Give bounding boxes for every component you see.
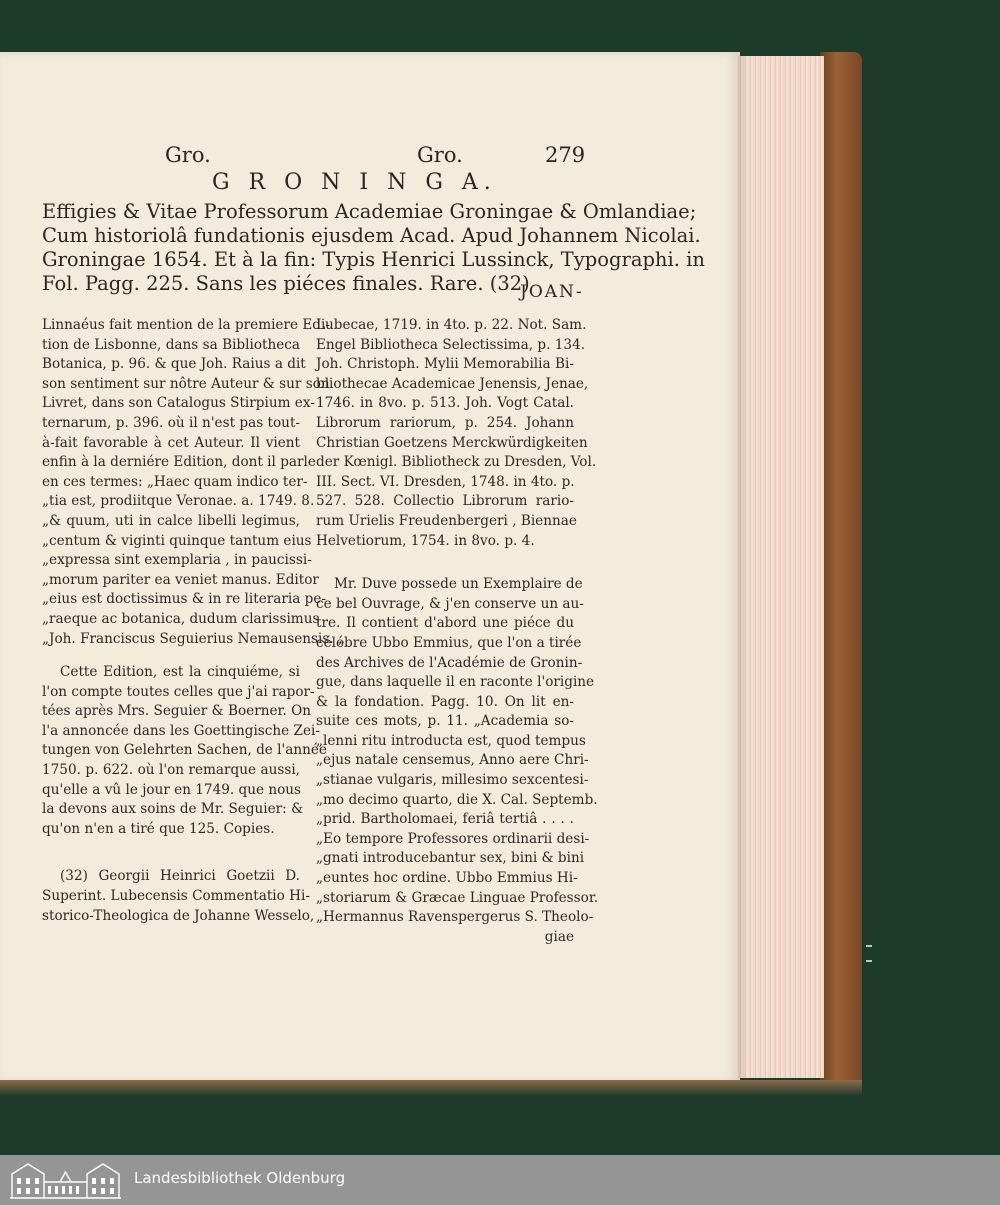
text-line: „storiarum & Græcae Linguae Professor.: [316, 889, 599, 906]
text-line: qu'elle a vû le jour en 1749. que nous: [42, 781, 302, 798]
text-line: „morum pariter ea veniet manus. Editor: [42, 571, 319, 588]
page-edge-shadow: [738, 56, 748, 1078]
text-line: tre. Il contient d'abord une piéce du: [316, 615, 574, 632]
text-line: „expressa sint exemplaria , in paucissi-: [42, 552, 312, 569]
text-line: „tia est, prodiitque Veronae. a. 1749. 8.: [42, 493, 315, 510]
text-line: „Eo tempore Professores ordinarii desi-: [316, 830, 590, 847]
text-line: „raeque ac botanica, dudum clarissimus: [42, 610, 320, 627]
footnote-line: Superint. Lubecensis Commentatio Hi-: [42, 888, 310, 905]
page-number: 279: [545, 143, 586, 167]
entry-line: Fol. Pagg. 225. Sans les piéces finales. Rare. (32): [42, 272, 530, 295]
text-line: l'a annoncée dans les Goettingische Zei-: [42, 722, 320, 739]
text-line: la devons aux soins de Mr. Seguier: &: [42, 801, 304, 818]
running-head-left: Gro.: [165, 143, 211, 167]
text-line: Livret, dans son Catalogus Stirpium ex-: [42, 395, 315, 412]
text-line: 527. 528. Collectio Librorum rario-: [316, 493, 574, 510]
entry-line: Effigies & Vitae Professorum Academiae Groningae & Omlandiae;: [42, 200, 697, 223]
text-line: „prid. Bartholomaei, feriâ tertiâ . . . .: [316, 811, 574, 828]
text-line: ternarum, p. 396. où il n'est pas tout-: [42, 414, 300, 431]
text-line: der Kœnigl. Bibliotheck zu Dresden, Vol.: [316, 454, 597, 471]
text-line: Joh. Christoph. Mylii Memorabilia Bi-: [316, 356, 574, 373]
footnote-line: (32) Georgii Heinrici Goetzii D.: [60, 868, 300, 885]
text-line: „Hermannus Ravenspergerus S. Theolo-: [316, 909, 594, 926]
text-line: „eius est doctissimus & in re literaria pe-: [42, 591, 326, 608]
text-line: célébre Ubbo Emmius, que l'on a tirée: [316, 634, 582, 651]
text-line: tungen von Gelehrten Sachen, de l'année: [42, 742, 327, 759]
paragraph-gap: [42, 839, 300, 867]
text-line: „centum & viginti quinque tantum eius: [42, 532, 312, 549]
text-line: tion de Lisbonne, dans sa Bibliotheca: [42, 336, 300, 353]
text-line: „lenni ritu introducta est, quod tempus: [316, 732, 586, 749]
text-line: giae: [544, 928, 574, 945]
text-line: l'on compte toutes celles que j'ai rapor-: [42, 683, 315, 700]
footnote-line: storico-Theologica de Johanne Wesselo,: [42, 907, 315, 924]
footer-bar: [0, 1155, 1000, 1205]
text-line: Lubecae, 1719. in 4to. p. 22. Not. Sam.: [316, 317, 587, 333]
text-line: „mo decimo quarto, die X. Cal. Septemb.: [316, 791, 598, 808]
left-column: [42, 316, 346, 926]
text-line: des Archives de l'Académie de Gronin-: [316, 654, 583, 671]
entry-title: G R O N I N G A.: [212, 170, 497, 195]
text-line: Librorum rariorum, p. 254. Johann: [316, 414, 574, 431]
institution-name: Landesbibliothek Oldenburg: [134, 1169, 346, 1187]
text-line: Helvetiorum, 1754. in 8vo. p. 4.: [316, 532, 535, 549]
text-line: „gnati introducebantur sex, bini & bini: [316, 850, 585, 867]
running-head-center: Gro.: [417, 143, 463, 167]
bibliographic-entry: [42, 200, 705, 296]
text-line: 1746. in 8vo. p. 513. Joh. Vogt Catal.: [316, 395, 574, 412]
text-line: „euntes hoc ordine. Ubbo Emmius Hi-: [316, 870, 578, 887]
text-line: III. Sect. VI. Dresden, 1748. in 4to. p.: [316, 473, 575, 490]
text-line: „& quum, uti in calce libelli legimus,: [42, 512, 300, 529]
text-line: tées après Mrs. Seguier & Boerner. On: [42, 703, 312, 720]
text-line: enfin à la derniére Edition, dont il parle: [42, 454, 316, 471]
ruler-tick: [866, 960, 872, 962]
text-line: Linnaéus fait mention de la premiere Edi-: [42, 317, 330, 333]
text-line: en ces termes: „Haec quam indico ter-: [42, 473, 308, 490]
text-line: rum Urielis Freudenbergeri , Biennae: [316, 512, 577, 529]
text-line: & la fondation. Pagg. 10. On lit en-: [316, 693, 574, 710]
text-line: „stianae vulgaris, millesimo sexcentesi-: [316, 772, 589, 789]
text-line: ce bel Ouvrage, & j'en conserve un au-: [316, 595, 584, 612]
text-line: suite ces mots, p. 11. „Academia so-: [316, 713, 574, 730]
text-line: Christian Goetzens Merckwürdigkeiten: [316, 434, 588, 451]
entry-line: Groningae 1654. Et à la fin: Typis Henrici Lussinck, Typographi. in: [42, 248, 705, 271]
right-column: [316, 316, 599, 947]
text-line: Mr. Duve possede un Exemplaire de: [334, 576, 583, 593]
library-building-icon: [8, 1160, 123, 1200]
text-line: 1750. p. 622. où l'on remarque aussi,: [42, 762, 300, 779]
page-edges: [738, 56, 824, 1078]
paragraph-gap: [316, 551, 574, 575]
text-line: Cette Edition, est la cinquiéme, si: [60, 664, 300, 681]
paragraph-gap: [42, 649, 300, 663]
text-line: gue, dans laquelle il en raconte l'origine: [316, 674, 595, 691]
book-cover-edge: [820, 52, 862, 1092]
text-line: „ejus natale censemus, Anno aere Chri-: [316, 752, 589, 769]
text-line: son sentiment sur nôtre Auteur & sur son: [42, 375, 330, 392]
entry-line: Cum historiolâ fundationis ejusdem Acad. Apud Johannem Nicolai.: [42, 224, 701, 247]
catchword: JOAN-: [520, 282, 584, 302]
page-bottom-shadow: [0, 1080, 862, 1096]
ruler-tick: [866, 945, 872, 947]
text-line: Botanica, p. 96. & que Joh. Raius a dit: [42, 356, 306, 373]
text-line: Engel Bibliotheca Selectissima, p. 134.: [316, 336, 586, 353]
text-line: qu'on n'en a tiré que 125. Copies.: [42, 820, 275, 837]
text-line: à-fait favorable à cet Auteur. Il vient: [42, 434, 300, 451]
text-line: „Joh. Franciscus Seguierius Nemausensis. „: [42, 630, 346, 647]
text-line: bliothecae Academicae Jenensis, Jenae,: [316, 375, 589, 392]
